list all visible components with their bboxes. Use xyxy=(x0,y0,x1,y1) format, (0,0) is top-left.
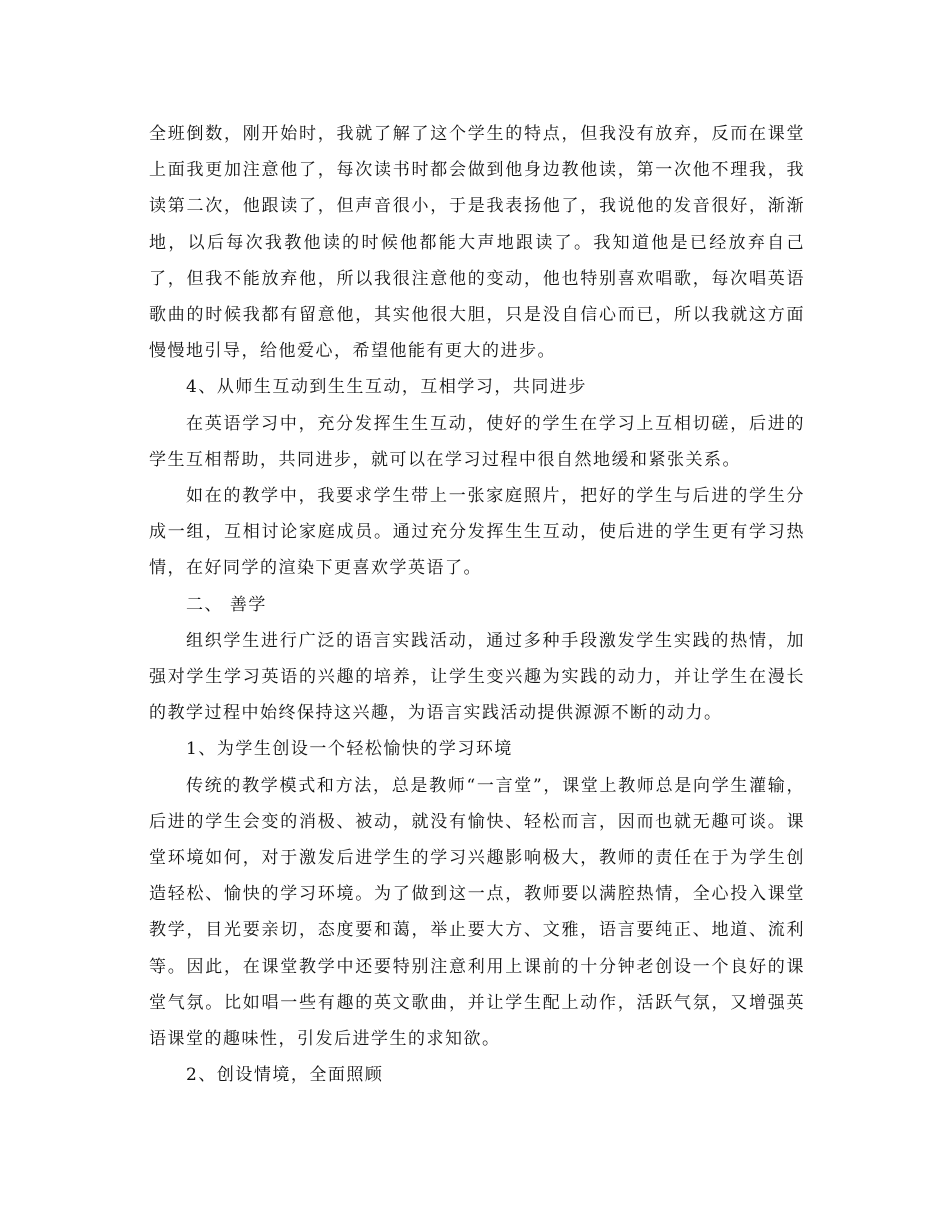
section-heading-1: 1、为学生创设一个轻松愉快的学习环境 xyxy=(186,739,513,760)
paragraph-language-practice: 组织学生进行广泛的语言实践活动，通过多种手段激发学生实践的热情，加强对学生学习英语的兴趣的培养，让学生变兴趣为实践的动力，并让学生在漫长的教学过程中始终保持这兴趣，为语言实践活动提供源源不断的动力。 xyxy=(149,630,805,724)
section-heading-2: 二、 善学 xyxy=(186,594,267,615)
paragraph-continuation: 全班倒数，刚开始时，我就了解了这个学生的特点，但我没有放弃，反而在课堂上面我更加注意他了，每次读书时都会做到他身边教他读，第一次他不理我，我读第二次，他跟读了，但声音很小，于是我表扬他了，我说他的发音很好，渐渐地，以后每次我教他读的时候他都能大声地跟读了。我知道他是已经放弃自己了，但我不能放弃他，所以我很注意他的变动，他也特别喜欢唱歌，每次唱英语歌曲的时候我都有留意他，其实他很大胆，只是没自信心而已，所以我就这方面慢慢地引导，给他爱心，希望他能有更大的进步。 xyxy=(149,124,805,362)
paragraph-peer-interaction: 在英语学习中，充分发挥生生互动，使好的学生在学习上互相切磋，后进的学生互相帮助，共同进步，就可以在学习过程中很自然地缓和紧张关系。 xyxy=(149,413,805,470)
document-body xyxy=(149,116,805,1093)
section-heading-2-situation: 2、创设情境，全面照顾 xyxy=(186,1065,384,1086)
paragraph-family-photo-example: 如在的教学中，我要求学生带上一张家庭照片，把好的学生与后进的学生分成一组，互相讨论家庭成员。通过充分发挥生生互动，使后进的学生更有学习热情，在好同学的渲染下更喜欢学英语了。 xyxy=(149,486,805,579)
section-heading-4: 4、从师生互动到生生互动，互相学习，共同进步 xyxy=(186,377,587,398)
paragraph-learning-environment: 传统的教学模式和方法，总是教师“一言堂”，课堂上教师总是向学生灌输，后进的学生会变的消极、被动，就没有愉快、轻松而言，因而也就无趣可谈。课堂环境如何，对于激发后进学生的学习兴趣影响极大，教师的责任在于为学生创造轻松、愉快的学习环境。为了做到这一点，教师要以满腔热情，全心投入课堂教学，目光要亲切，态度要和蔼，举止要大方、文雅，语言要纯正、地道、流利等。因此，在课堂教学中还要特别注意利用上课前的十分钟老创设一个良好的课堂气氛。比如唱一些有趣的英文歌曲，并让学生配上动作，活跃气氛，又增强英语课堂的趣味性，引发后进学生的求知欲。 xyxy=(149,775,805,1050)
